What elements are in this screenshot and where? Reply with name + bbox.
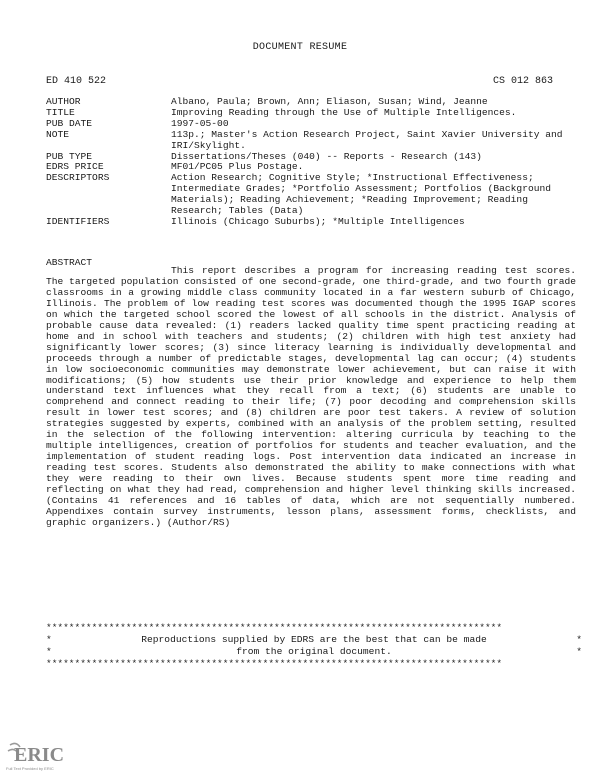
field-value: MF01/PC05 Plus Postage.: [171, 161, 304, 173]
field-value: Dissertations/Theses (040) -- Reports - Research (143): [171, 150, 482, 162]
field-value: 113p.; Master's Action Research Project, Saint Xavier University and IRI/Skylight.: [171, 128, 563, 151]
abstract-text: This report describes a program for increasing reading test scores. The targeted population consisted of one second-grade, one third-grade, and two fourth grade classrooms in a growing middle class community located in a far western suburb of Chicago, Illinois. The problem of low reading test scores was documented though the 1995 IGAP scores on which the targeted school scored the lowest of all schools in the district. Analysis of probable cause data revealed: (1) readers lacked quality time spent practicing reading at home and in school with teachers and students; (2) children with high test anxiety had significantly lower scores; (3) since literacy learning is individually developmental and proceeds through a number of predictable stages, developmental lag can occur; (4) students in low socioeconomic communities may demonstrate lower achievement, but can raise it with modifications; (5) how students use their prior knowledge and experience to help them understand text influences what they recall from a text; (6) students are unable to comprehend and connect reading to their life; (7) poor decoding and comprehension skills result in lower test scores; and (8) children are poor test takers. A review of solution strategies suggested by experts, combined with an analysis of the problem setting, resulted in the selection of the following intervention: altering curricula by teaching to the multiple intelligences, creation of portfolios for students and teacher evaluation, and the implementation of student reading logs. Post intervention data indicated an increase in reading test scores. Students also demonstrated the ability to make connections with what they were reading to their own lives. Because students spent more time reading and reflecting on what they had read, comprehension and higher level thinking skills increased. (Contains 41 references and 16 tables of data, which are not sequentially numbered. Appendixes contain survey instruments, lesson plans, assessment forms, checklists, and graphic organizers.) (Author/RS): [46, 265, 576, 528]
field-label: IDENTIFIERS: [46, 215, 110, 227]
field-row-descriptors: [46, 173, 566, 217]
field-label: TITLE: [46, 106, 75, 118]
ed-number: ED 410 522: [46, 76, 107, 87]
field-value: Improving Reading through the Use of Multiple Intelligences.: [171, 106, 517, 118]
field-value: Illinois (Chicago Suburbs); *Multiple Intelligences: [171, 215, 465, 227]
repro-text-2: from the original document.: [236, 646, 392, 657]
star-border-bottom: ********************************************************************************: [46, 658, 503, 669]
cs-number: CS 012 863: [493, 76, 554, 87]
eric-logo-text: ERIC: [14, 744, 65, 766]
field-label: DESCRIPTORS: [46, 172, 110, 184]
field-label: NOTE: [46, 128, 70, 140]
box-edge-left: *: [46, 634, 52, 645]
field-row-identifiers: [46, 217, 566, 228]
field-row-note: [46, 130, 566, 152]
document-title: DOCUMENT RESUME: [252, 42, 348, 53]
eric-logo-subtext: Full Text Provided by ERIC: [6, 766, 54, 771]
box-edge-right: *: [576, 646, 582, 657]
field-row-pub-type: [46, 152, 566, 163]
field-label: AUTHOR: [46, 96, 81, 107]
box-edge-right: *: [576, 634, 582, 645]
citation-fields: [46, 97, 566, 228]
field-value: 1997-05-00: [171, 117, 229, 129]
field-label: PUB TYPE: [46, 150, 93, 162]
box-edge-left: *: [46, 646, 52, 657]
field-label: EDRS PRICE: [46, 161, 104, 173]
abstract-heading: ABSTRACT: [46, 257, 93, 268]
field-value: Albano, Paula; Brown, Ann; Eliason, Susan; Wind, Jeanne: [171, 96, 488, 107]
repro-text-1: Reproductions supplied by EDRS are the best that can be made: [141, 634, 487, 645]
field-label: PUB DATE: [46, 117, 93, 129]
star-border-top: ********************************************************************************: [46, 622, 503, 633]
abstract-body: [46, 266, 576, 529]
field-value: Action Research; Cognitive Style; *Instructional Effectiveness; Intermediate Grades; *Portfolio Assessment; Portfolios (Background Materials); Reading Achievement; *Reading Improvement; Reading Research; Tables (Data): [171, 172, 551, 217]
field-row-title: [46, 108, 566, 119]
